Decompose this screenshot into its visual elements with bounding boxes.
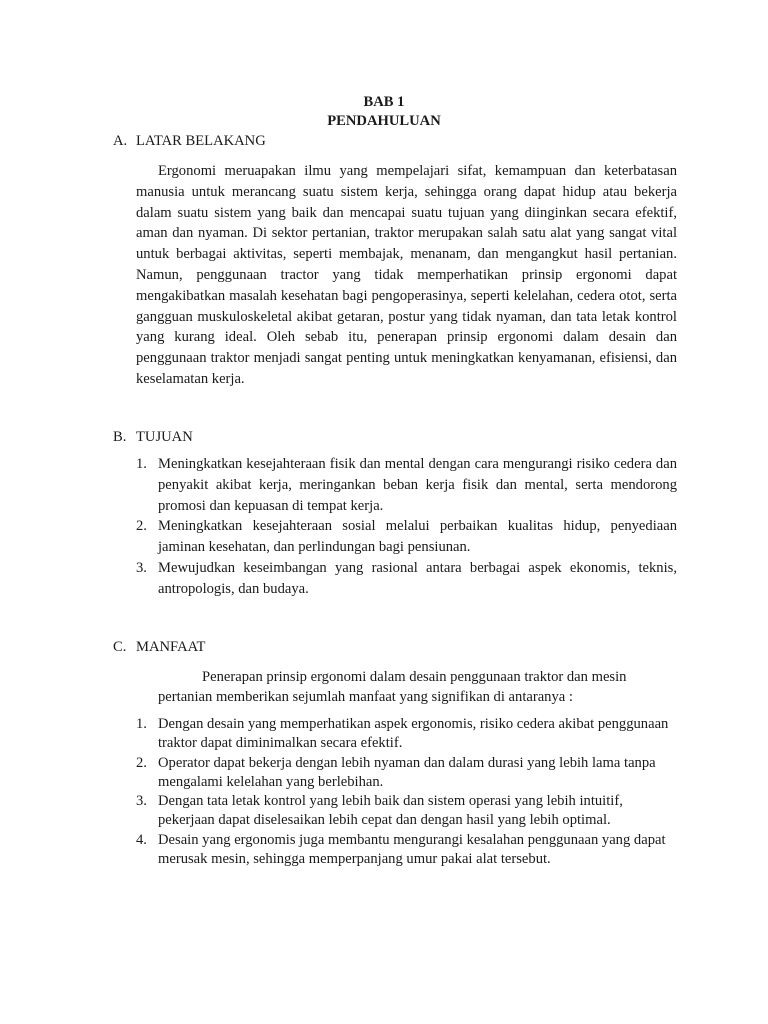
list-item-number: 3.	[136, 793, 147, 810]
section-b-label: B.	[113, 429, 127, 445]
list-item-number: 2.	[136, 518, 147, 535]
section-c-intro: Penerapan prinsip ergonomi dalam desain penggunaan traktor dan mesin pertanian memberikan sejumlah manfaat yang signifikan di antaranya :	[158, 669, 627, 705]
list-item	[136, 715, 677, 754]
list-item-number: 2.	[136, 754, 147, 771]
list-item-number: 4.	[136, 831, 147, 848]
section-a-title: LATAR BELAKANG	[136, 133, 266, 149]
list-item-text: Mewujudkan keseimbangan yang rasional antara berbagai aspek ekonomis, teknis, antropologis, dan budaya.	[158, 559, 677, 597]
manfaat-list	[136, 715, 677, 869]
list-item-text: Dengan tata letak kontrol yang lebih baik dan sistem operasi yang lebih intuitif, pekerjaan dapat diselesaikan lebih cepat dan dengan hasil yang lebih optimal.	[158, 793, 623, 829]
section-c-title: MANFAAT	[136, 639, 206, 655]
section-a-heading	[113, 131, 266, 151]
list-item	[136, 516, 677, 558]
chapter-label: BAB 1	[363, 94, 405, 110]
list-item	[136, 754, 677, 793]
list-item-text: Meningkatkan kesejahteraan fisik dan mental dengan cara mengurangi risiko cedera dan penyakit akibat kerja, meringankan beban kerja fisik dan mental, serta mendorong promosi dan kepuasan di tempat kerja.	[158, 456, 677, 514]
list-item	[136, 454, 677, 516]
tujuan-list	[136, 454, 677, 600]
section-b-heading	[113, 427, 193, 447]
section-c-heading	[113, 637, 205, 657]
list-item-text: Operator dapat bekerja dengan lebih nyaman dan dalam durasi yang lebih lama tanpa mengalami kelelahan yang berlebihan.	[158, 754, 656, 790]
list-item-number: 1.	[136, 456, 147, 472]
list-item	[136, 792, 677, 831]
list-item-text: Meningkatkan kesejahteraan sosial melalui perbaikan kualitas hidup, penyediaan jaminan kesehatan, dan perlindungan bagi pensiunan.	[158, 518, 677, 556]
section-c-label: C.	[113, 639, 127, 655]
chapter-title: PENDAHULUAN	[327, 113, 441, 129]
list-item-text: Desain yang ergonomis juga membantu mengurangi kesalahan penggunaan yang dapat merusak mesin, sehingga memperpanjang umur pakai alat tersebut.	[158, 831, 666, 868]
list-item	[136, 831, 677, 870]
list-item-number: 1.	[136, 716, 147, 732]
section-b-title: TUJUAN	[136, 429, 193, 445]
section-a-label: A.	[113, 133, 128, 149]
list-item-text: Dengan desain yang memperhatikan aspek ergonomis, risiko cedera akibat penggunaan traktor dapat diminimalkan secara efektif.	[158, 716, 669, 752]
list-item	[136, 558, 677, 600]
list-item-number: 3.	[136, 559, 147, 576]
section-a-paragraph: Ergonomi meruapakan ilmu yang mempelajari sifat, kemampuan dan keterbatasan manusia untuk merancang suatu sistem kerja, sehingga orang dapat hidup atau bekerja dalam suatu sistem yang baik dan mencapai suatu tujuan yang diinginkan secara efektif, aman dan nyaman. Di sektor pertanian, traktor merupakan salah satu alat yang sangat vital untuk berbagai aktivitas, seperti membajak, menanam, dan mengangkut hasil pertanian. Namun, penggunaan tractor yang tidak memperhatikan prinsip ergonomi dapat mengakibatkan masalah kesehatan bagi pengoperasinya, seperti kelelahan, cedera otot, serta gangguan muskuloskeletal akibat getaran, postur yang tidak nyaman, dan tata letak kontrol yang kurang ideal. Oleh sebab itu, penerapan prinsip ergonomi dalam desain dan penggunaan traktor menjadi sangat penting untuk meningkatkan kenyamanan, efisiensi, dan keselamatan kerja.	[136, 163, 677, 387]
